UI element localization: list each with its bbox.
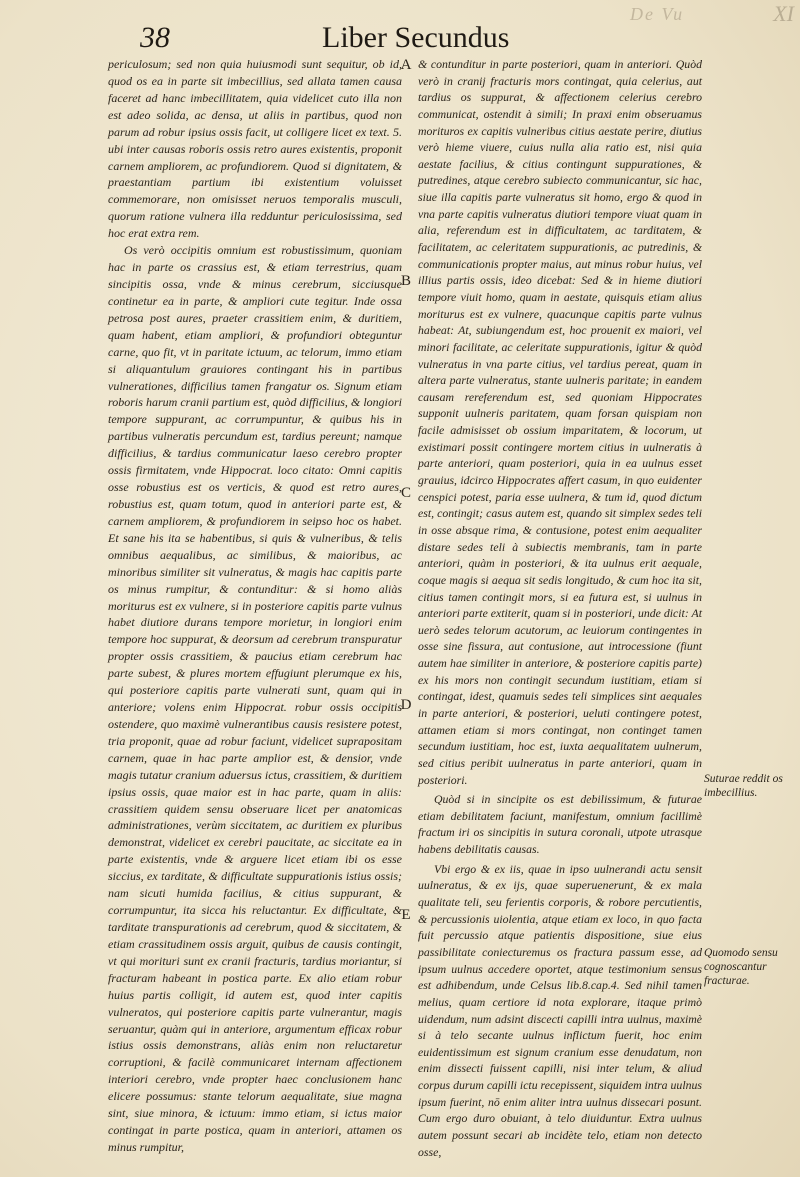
marginal-note-sutura: Suturae reddit os imbecillius. xyxy=(704,773,783,799)
section-letter-d: D xyxy=(400,697,412,713)
section-letter-e: E xyxy=(401,907,411,923)
right-paragraph-1: & contunditur in parte posteriori, quam in anteriori. Quòd verò in cranij fracturis mors contingat, quia celerius, aut tardius os suppurat, & affectionem celerius cerebro communicat, ostendit à simili; In praxi enim obseruamus morituros ex capitis vulneribus citius aestate perire, diutius verò hieme viuere, cuius nulla alia ratio est, nisi quia aestate facilius, & citius contingunt suppurationes, & putredines, atque cerebro subiecto communicantur, sic hac, siue illa capitis parte vulneratus sit homo, ergo & quod in vna parte capitis vulneratus diutiori tempore viuat quam in alia, referendum est in difficultatem, ac tarditatem, & facilitatem, ac celeritatem suppurationis, ac putredinis, & communicationis propter maius, aut minus robur huius, vel illius partis ossis, ideo dicebat: Sed & in hieme diutiori tempore viuit homo, quam in aestate, quisquis etiam alius moriturus est ex vulnere, quacunque capitis parte vulnus habeat: At, subiungendum est, hoc prouenit ex maiori, vel minori facilitate, ac celeritate suppurationis, igitur & quòd vulneratus in vna parte citius, vel tardius pereat, quam in altera parte vulneratus, stante uulneris paritate; in eandem causam rereferendum est, sed quoniam Hippocrates supponit uulneris paritatem, quam forsan quispiam non facile admisisset ob ossium imparitatem, & locorum, ut existimari possit contingere mortem citius in uulneratis à parte anteriori, quam posteriori, quia in ea uulnus esset grauius, idcirco Hippocrates affert casum, in quo euidenter censpici potest, paria esse uulnera, & tum id, quod dictum est, contingit; casus autem est, quando sit simplex sedes teli in osse absque rima, & contusione, potest enim aequaliter distare sedes teli à subiectis membranis, tam in parte anteriori, quàm in posteriori, & ita uulnus erit aequale, coque magis si aequa sit sedis longitudo, & cum hoc ita sit, citius tamen contingit mors, si ea futura est, si uulnus in anteriori parte extiterit, quam si in posteriori, unde dicit: At uerò sedes telorum acutorum, ac leuiorum contingentes in osse sine fissura, aut contusione, aut introcessione (fiunt autem hae similiter in anteriore, & posteriore capitis parte) ex his mors non contingit secundum iustitiam, etiam si contingat, idest, quamuis sedes teli simplices sint aequales in parte anteriori, & posteriori, ueluti contingere potest, attamen etiam si mors contingat, non continget tamen secundum iustitiam, hoc est, iuxta aequalitatem uulnerum, sed citius peribit uulneratus in parte anteriori, quam in posteriori. xyxy=(418,57,702,787)
running-head: Liber Secundus xyxy=(322,21,510,54)
marginal-note-quomodo: Quomodo sensu cognoscantur fracturae. xyxy=(704,947,778,987)
page-number: 38 xyxy=(140,21,170,54)
left-paragraph-2: Os verò occipitis omnium est robustissimum, quoniam hac in parte os crassius est, & etiam terrestrius, quam sincipitis ossa, vnde & minus cerebrum, sicciusque continetur ea in parte, & ampliori cute tegitur. Inde ossa petrosa post aures, praeter crassitiem enim, & duritiem, quam habent, etiam ampliori, & profundiori obteguntur carne, quo fit, vt in paritate ictuum, ac telorum, immo etiam si aliquantulum grauiores contingant his in partibus vulnerationes, difficilius tamen frangatur os. Signum etiam roboris harum cranii partium est, quòd difficilius, & longiori tempore suppurant, ac corrumpuntur, & quibus his in partibus vulneratis percundum est, tardius pereunt; namque difficilius, & tardius communicatur laeso cerebro propter ossis firmitatem, vnde Hippocrat. loco citato: Omni capitis osse robustius est os verticis, & quod est retro aures, robustius est, quam totum, quod in anteriori parte est, & carnem ampliorem, & profundiorem in seipso hoc os habet. Et sane his ita se habentibus, si quis & vulneribus, & telis omnibus aequalibus, ac similibus, & maioribus, ac minoribus similiter sit vulneratus, & magis hac capitis parte os minus rumpitur, & contunditur: & si homo aliàs moriturus est ex vulnere, si in posteriore capitis parte vulnus habet diutiore durans tempore morietur, in longiori enim tempore hoc suppurat, & deorsum ad cerebrum transpuratur propter ossis crassitiem, & paucius etiam cerebrum hac parte subest, & plures mortem effugiunt plerumque ex his, qui posteriore capitis parte vulnerati sunt, quam qui in anteriore; volens enim Hippocrat. robur ossis occipitis ostendere, quo maximè vulnerantibus causis resistere potest, tria proponit, quae ad robur faciunt, videlicet suprapositam carnem, quae in hac parte amplior est, & densior, vnde magis tutatur cranium aduersus ictus, crassitiem, & duritiem ipsius ossis, quae maior est in hac parte, quam in aliis: crassitiem quidem sensu obseruare licet per anatomicas administrationes, verùm siccitatem, ac duritiem ex pluribus demonstrat, videlicet ex cerebri paucitate, ac siccitate ea in parte existentis, vnde & arguere licet etiam ibi os esse siccius, ex tarditate, & difficultate suppurationis istius ossis; nam sicuti humida facilius, & citius suppurant, & corrumpuntur, ita sicca his reluctantur. Ex difficultate, & tarditate transpurationis ad cerebrum, quod & siccitatem, & etiam crassitudinem ossis arguit, quibus de causis contingit, vt qui morituri sunt ex cranii fracturis, tardius moriantur, si fracturam habeant in postica parte. Ex alio etiam robur huius partis colligit, id autem est, quod inter capitis vulneratos, qui posteriore capitis parte vulnerantur, magis seruantur, quàm qui in anteriore, argumentum efficax robur istius ossis demonstrans, aliàs enim non reluctaretur corruptioni, & facilè communicaret internam affectionem interiori cerebro, vnde propter haec conclusionem hanc elicere possumus: stante telorum aequalitate, siue magna sint, siue minora, & ictuum: immo etiam, si ictus maior contingat in parte postica, quam in anteriori, attamen os minus rumpitur, xyxy=(108,243,402,1154)
right-paragraph-3: Vbi ergo & ex iis, quae in ipso uulnerandi actu sensit uulneratus, & ex ijs, quae superuenerunt, & ex mala qualitate teli, seu ferientis corporis, & robore percutientis, & percussionis uiolentia, atque etiam ex loco, in quo facta fuit percussio atque patientis dispositione, siue eius passibilitate coniecturemus os fractura passum esse, ad ipsum uulnus accedere oportet, atque testimonium sensus est adhibendum, unde Celsus lib.8.cap.4. Sed nihil tamen melius, quam certiore id nota explorare, itaque primò uidendum, num adsint discecti capilli intra uulnus, maximè si à telo secante uulnus inflictum fuerit, hoc enim euidentissimum est signum cranium esse denudatum, non enim dissecti fuissent capilli, nisi inter telum, & aliud corpus durum capilli ictu recepissent, siquidem intra uulnus ipsum fuerint, nō enim aliter intra uulnus dissecari posunt. Cum ergo duro obuiant, à telo diuiduntur. Extra uulnus autem possunt secari ab incidète telo, etiam non detecto osse, xyxy=(418,861,702,1159)
page-header xyxy=(0,18,800,54)
bleed-through-text: De Vu xyxy=(630,4,685,24)
left-paragraph-1: periculosum; sed non quia huiusmodi sunt sequitur, ob id, quod os ea in parte sit imbecillius, sed allata tamen causa faceret ad hanc imbecillitatem, quia videlicet cuto illa non est adeo solida, ac densa, ut aliis in partibus, quod non parum ad robur ipsius ossis facit, ut colligere licet ex text. 5. ubi inter causas roboris ossis retro aures existentis, proponit carnem ampliorem, ac profundiorem. Quod si dignitatem, & praestantiam partium ibi existentium voluisset commemorare, non omisisset neruos temporalis musculi, quorum ratione vulnera illa redduntur periculosissima, sed hoc erat extra rem. xyxy=(108,57,402,241)
section-letter-a: A xyxy=(400,57,412,73)
section-letter-b: B xyxy=(400,273,411,289)
bleed-through-corner: XI xyxy=(773,1,794,26)
left-column xyxy=(108,56,402,1156)
section-letter-c: C xyxy=(400,485,411,501)
right-paragraph-2: Quòd si in sincipite os est debilissimum, & futurae etiam debilitatem faciunt, manifestum, omnium facillimè fractum iri os sincipitis in sutura coronali, utpote utrasque habens debilitatis causas. xyxy=(418,792,702,857)
right-column xyxy=(418,56,702,1160)
